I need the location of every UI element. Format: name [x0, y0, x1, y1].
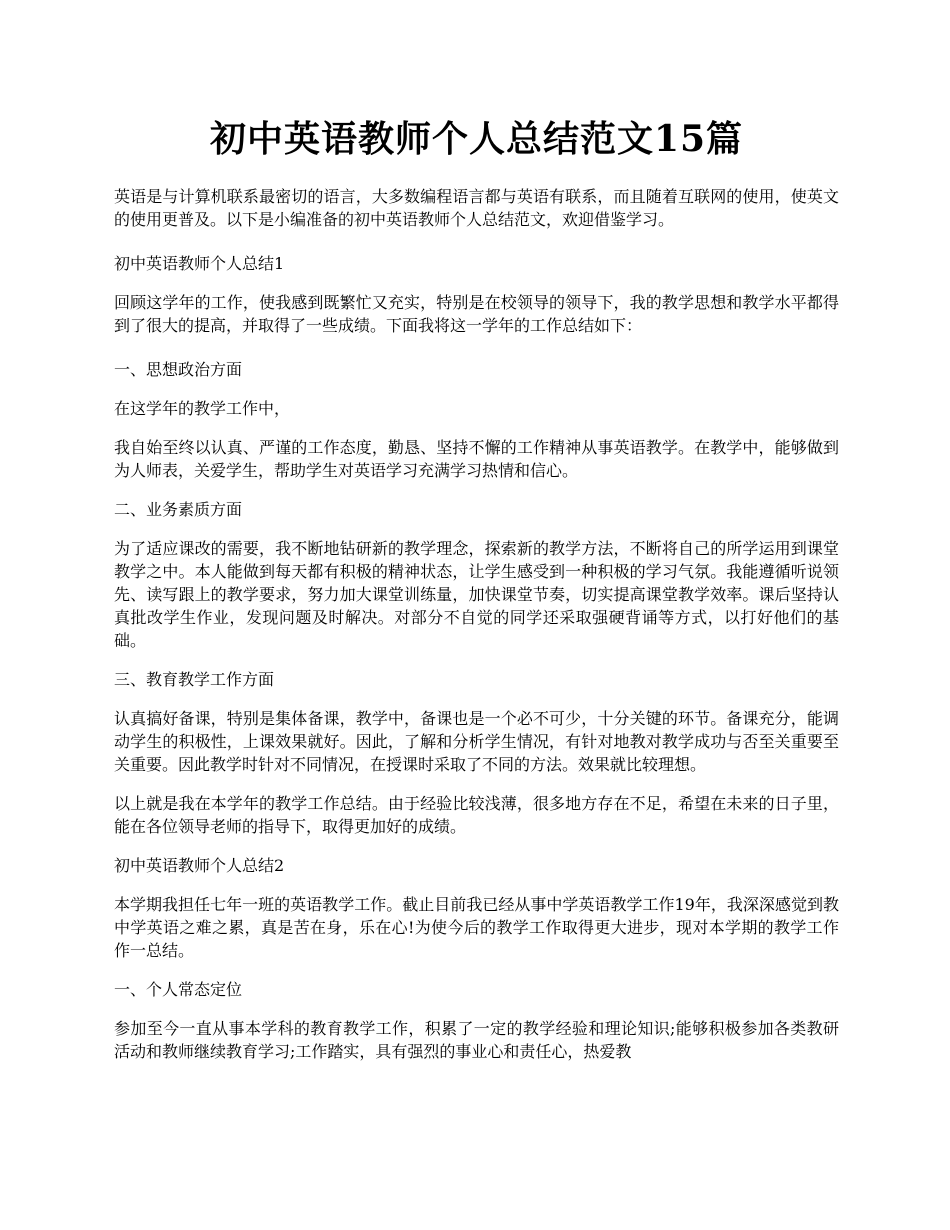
body-paragraph: 认真搞好备课，特别是集体备课，教学中，备课也是一个必不可少，十分关键的环节。备课充分，能调动学生的积极性，上课效果就好。因此，了解和分析学生情况，有针对地教对教学成功与否至关重要至关重要。因此教学时针对不同情况，在授课时采取了不同的方法。效果就比较理想。: [114, 709, 839, 774]
body-paragraph: 本学期我担任七年一班的英语教学工作。截止目前我已经从事中学英语教学工作19年，我深深感觉到教中学英语之难之累，真是苦在身，乐在心!为使今后的教学工作取得更大进步，现对本学期的教学工作作一总结。: [114, 895, 839, 960]
subheading-teaching: 三、教育教学工作方面: [114, 670, 275, 689]
subheading-personal: 一、个人常态定位: [114, 980, 243, 999]
body-paragraph: 为了适应课改的需要，我不断地钻研新的教学理念，探索新的教学方法，不断将自己的所学运用到课堂教学之中。本人能做到每天都有积极的精神状态，让学生感受到一种积极的学习气氛。我能遵循听说领先、读写跟上的教学要求，努力加大课堂训练量，加快课堂节奏，切实提高课堂教学效率。课后坚持认真批改学生作业，发现问题及时解决。对部分不自觉的同学还采取强硬背诵等方式，以打好他们的基础。: [114, 539, 839, 650]
document-title: 初中英语教师个人总结范文15篇: [209, 118, 744, 160]
section-heading-summary-1: 初中英语教师个人总结1: [114, 254, 285, 273]
body-paragraph: 以上就是我在本学年的教学工作总结。由于经验比较浅薄，很多地方存在不足，希望在未来的日子里，能在各位领导老师的指导下，取得更加好的成绩。: [114, 794, 839, 836]
subheading-political: 一、思想政治方面: [114, 360, 243, 379]
document-page: [114, 0, 839, 1230]
body-paragraph: 参加至今一直从事本学科的教育教学工作，积累了一定的教学经验和理论知识;能够积极参加各类教研活动和教师继续教育学习;工作踏实，具有强烈的事业心和责任心，热爱教: [114, 1019, 839, 1061]
section-heading-summary-2: 初中英语教师个人总结2: [114, 856, 285, 875]
subheading-professional: 二、业务素质方面: [114, 500, 243, 519]
body-paragraph: 我自始至终以认真、严谨的工作态度，勤恳、坚持不懈的工作精神从事英语教学。在教学中，能够做到为人师表，关爱学生，帮助学生对英语学习充满学习热情和信心。: [114, 438, 839, 480]
intro-paragraph: 英语是与计算机联系最密切的语言，大多数编程语言都与英语有联系，而且随着互联网的使用，使英文的使用更普及。以下是小编准备的初中英语教师个人总结范文，欢迎借鉴学习。: [114, 187, 839, 229]
body-paragraph: 在这学年的教学工作中，: [114, 399, 291, 418]
body-paragraph: 回顾这学年的工作，使我感到既繁忙又充实，特别是在校领导的领导下，我的教学思想和教学水平都得到了很大的提高，并取得了一些成绩。下面我将这一学年的工作总结如下：: [114, 293, 839, 335]
